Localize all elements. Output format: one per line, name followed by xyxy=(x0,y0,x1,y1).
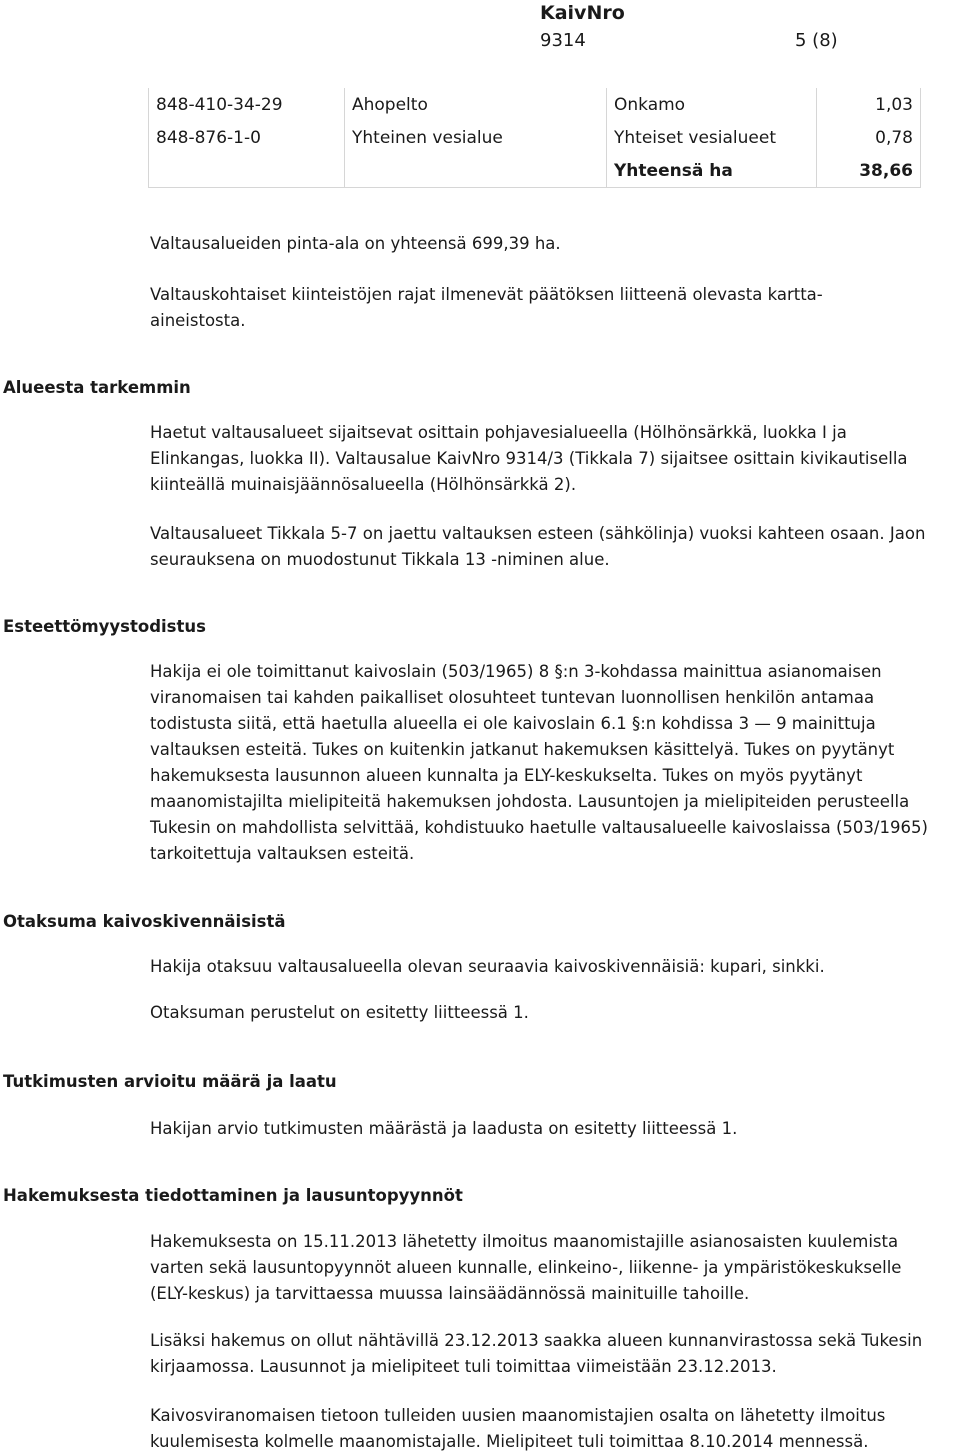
parcel-id: 848-876-1-0 xyxy=(149,121,345,154)
parcel-table xyxy=(148,88,921,188)
total-value: 38,66 xyxy=(817,154,921,188)
document-number: 9314 xyxy=(540,30,586,51)
empty-cell xyxy=(149,154,345,188)
parcel-municipality: Yhteiset vesialueet xyxy=(607,121,817,154)
parcel-name: Ahopelto xyxy=(345,88,607,121)
section-heading-tutkimukset: Tutkimusten arvioitu määrä ja laatu xyxy=(3,1072,337,1091)
empty-cell xyxy=(345,154,607,188)
otaksuma-paragraph-1: Hakija otaksuu valtausalueella olevan seuraavia kaivoskivennäisiä: kupari, sinkki. xyxy=(150,957,825,976)
boundaries-text: Valtauskohtaiset kiinteistöjen rajat ilmenevät päätöksen liitteenä olevasta kartta-aineistosta. xyxy=(150,285,823,330)
parcel-area: 1,03 xyxy=(817,88,921,121)
parcel-name: Yhteinen vesialue xyxy=(345,121,607,154)
parcel-municipality: Onkamo xyxy=(607,88,817,121)
tiedottaminen-paragraph-3: Kaivosviranomaisen tietoon tulleiden uusien maanomistajien osalta on lähetetty ilmoitus kuulemisesta kolmelle maanomistajalle. Mielipiteet tuli toimittaa 8.10.2014 mennessä. xyxy=(150,1406,886,1451)
total-label: Yhteensä ha xyxy=(607,154,817,188)
table-row xyxy=(149,121,921,154)
total-area-text: Valtausalueiden pinta-ala on yhteensä 699,39 ha. xyxy=(150,234,561,253)
page-number: 5 (8) xyxy=(795,30,838,51)
section-heading-alueesta: Alueesta tarkemmin xyxy=(3,378,191,397)
alueesta-paragraph-1: Haetut valtausalueet sijaitsevat osittain pohjavesialueella (Hölhönsärkkä, luokka I ja Elinkangas, luokka II). Valtausalue KaivNro 9314/3 (Tikkala 7) sijaitsee osittain kivikautisella kiinteällä muinaisjäännösalueella (Hölhönsärkkä 2). xyxy=(150,423,908,494)
alueesta-paragraph-2: Valtausalueet Tikkala 5-7 on jaettu valtauksen esteen (sähkölinja) vuoksi kahteen osaan. Jaon seurauksena on muodostunut Tikkala 13 -niminen alue. xyxy=(150,524,926,569)
esteettomyys-paragraph: Hakija ei ole toimittanut kaivoslain (503/1965) 8 §:n 3-kohdassa mainittua asianomaisen viranomaisen tai kahden paikalliset olosuhteet tuntevan luonnollisen henkilön antamaa todistusta siitä, että haetulla alueella ei ole kaivoslain 6.1 §:n kohdissa 3 — 9 mainittuja valtauksen esteitä. Tukes on kuitenkin jatkanut hakemuksen käsittelyä. Tukes on pyytänyt hakemuksesta lausunnon alueen kunnalta ja ELY-keskukselta. Tukes on myös pyytänyt maanomistajilta mielipiteitä hakemuksen johdosta. Lausuntojen ja mielipiteiden perusteella Tukesin on mahdollista selvittää, kohdistuuko haetulle valtausalueelle kaivoslaissa (503/1965) tarkoitettuja valtauksen esteitä. xyxy=(150,662,928,863)
section-heading-tiedottaminen: Hakemuksesta tiedottaminen ja lausuntopyynnöt xyxy=(3,1186,463,1205)
tiedottaminen-paragraph-2: Lisäksi hakemus on ollut nähtävillä 23.12.2013 saakka alueen kunnanvirastossa sekä Tukesin kirjaamossa. Lausunnot ja mielipiteet tuli toimittaa viimeistään 23.12.2013. xyxy=(150,1331,923,1376)
document-type: KaivNro xyxy=(540,2,625,24)
section-heading-otaksuma: Otaksuma kaivoskivennäisistä xyxy=(3,912,286,931)
parcel-id: 848-410-34-29 xyxy=(149,88,345,121)
total-row xyxy=(149,154,921,188)
tutkimukset-paragraph: Hakijan arvio tutkimusten määrästä ja laadusta on esitetty liitteessä 1. xyxy=(150,1119,738,1138)
section-heading-esteettomyys: Esteettömyystodistus xyxy=(3,617,206,636)
parcel-area: 0,78 xyxy=(817,121,921,154)
tiedottaminen-paragraph-1: Hakemuksesta on 15.11.2013 lähetetty ilmoitus maanomistajille asianosaisten kuulemista varten sekä lausuntopyynnöt alueen kunnalle, elinkeino-, liikenne- ja ympäristökeskukselle (ELY-keskus) ja tarvittaessa muussa lainsäädännössä mainituille tahoille. xyxy=(150,1232,902,1303)
otaksuma-paragraph-2: Otaksuman perustelut on esitetty liitteessä 1. xyxy=(150,1003,529,1022)
table-row xyxy=(149,88,921,121)
